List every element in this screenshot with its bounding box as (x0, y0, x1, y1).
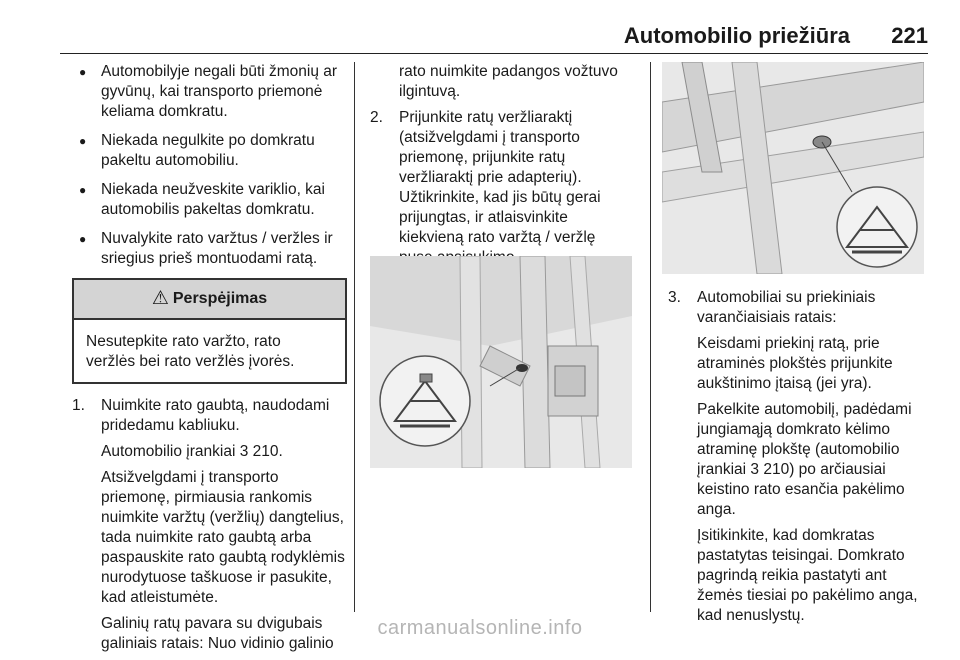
list-item: ● Automobilyje negali būti žmonių ar gyvūnų, kai transporto priemonė keliama domkratu. (72, 62, 347, 122)
step-text: Prijunkite ratų veržliaraktį (atsižvelgdami į transporto priemonę, prijunkite ratų veržliaraktį prie adapterių). Užtikrinkite, kad jis būtų gerai prijungtas, ir atlaisvinkite kiekvieną rato varžtą / veržlę (399, 109, 601, 246)
list-item: ● Niekada neužveskite variklio, kai automobilis pakeltas domkratu. (72, 180, 347, 220)
step-text: Įsitikinkite, kad domkratas pastatytas teisingai. Domkrato pagrindą reikia pastatyti ant žemės tiesiai po pakėlimo anga, kad nenuslystų. (697, 527, 918, 624)
step-text: Pakelkite automobilį, padėdami jungiamąją domkrato kėlimo atraminę plokštę (automobilio įrankiai 3 210) po arčiausiai keistino rato esančia pakėlimo anga. (697, 401, 912, 518)
step-1 (72, 396, 347, 654)
step-reference: Automobilio įrankiai 3 210. (101, 443, 283, 460)
jack-lifting-point-drawing (662, 62, 924, 274)
page-header (60, 23, 928, 51)
warning-text: Nesutepkite rato varžto, rato veržlės bei rato veržlės įvorės. (86, 333, 295, 370)
steps-list (668, 288, 930, 632)
warning-title: Perspėjimas (172, 290, 268, 307)
continued-text: rato nuimkite padangos vožtuvo ilgintuvą. (399, 63, 618, 100)
steps-list (72, 396, 347, 654)
column-divider-1 (354, 62, 355, 612)
safety-bullet-list (72, 62, 347, 269)
list-item: ● Nuvalykite rato varžtus / veržles ir sriegius prieš montuodami ratą. (72, 229, 347, 269)
page-number: 221 (891, 23, 928, 48)
warning-box (72, 278, 347, 384)
step-number: 1. (72, 397, 85, 414)
step-text: Galinių ratų pavara su dvigubais galiniais ratais: Nuo vidinio galinio (101, 615, 334, 652)
jack-illustration-2 (662, 62, 924, 274)
step-text: Automobiliai su priekiniais varančiaisiais ratais: (697, 289, 876, 326)
column-1 (72, 62, 347, 660)
section-title: Automobilio priežiūra (623, 23, 850, 48)
step-2 (370, 108, 632, 268)
column-2 (370, 62, 632, 274)
step-3 (668, 288, 930, 626)
warning-header (74, 280, 345, 320)
step-text: Atsižvelgdami į transporto priemonę, pirmiausia rankomis nuimkite varžtų (veržlių) dangtelius, tada nuimkite rato gaubtą arba paspauskite rato gaubtą rodyklėmis nurodytuose taškuose ir pasukite, kad atleistumėte. (101, 469, 345, 606)
jack-under-car-drawing (370, 256, 632, 468)
step-number: 2. (370, 109, 383, 126)
step-number: 3. (668, 289, 681, 306)
watermark: carmanualsonline.info (377, 617, 583, 639)
steps-list (370, 108, 632, 268)
step-text: Keisdami priekinį ratą, prie atraminės plokštės prijunkite aukštinimo įtaisą (jei yra). (697, 335, 893, 392)
step-text: Nuimkite rato gaubtą, naudodami pridedamu kabliuku. (101, 397, 330, 434)
jack-illustration-1 (370, 256, 632, 468)
warning-triangle-icon: ⚠ (151, 288, 169, 309)
list-item: ● Niekada negulkite po domkratu pakeltu automobiliu. (72, 131, 347, 171)
column-divider-2 (650, 62, 651, 612)
header-rule (60, 53, 928, 54)
